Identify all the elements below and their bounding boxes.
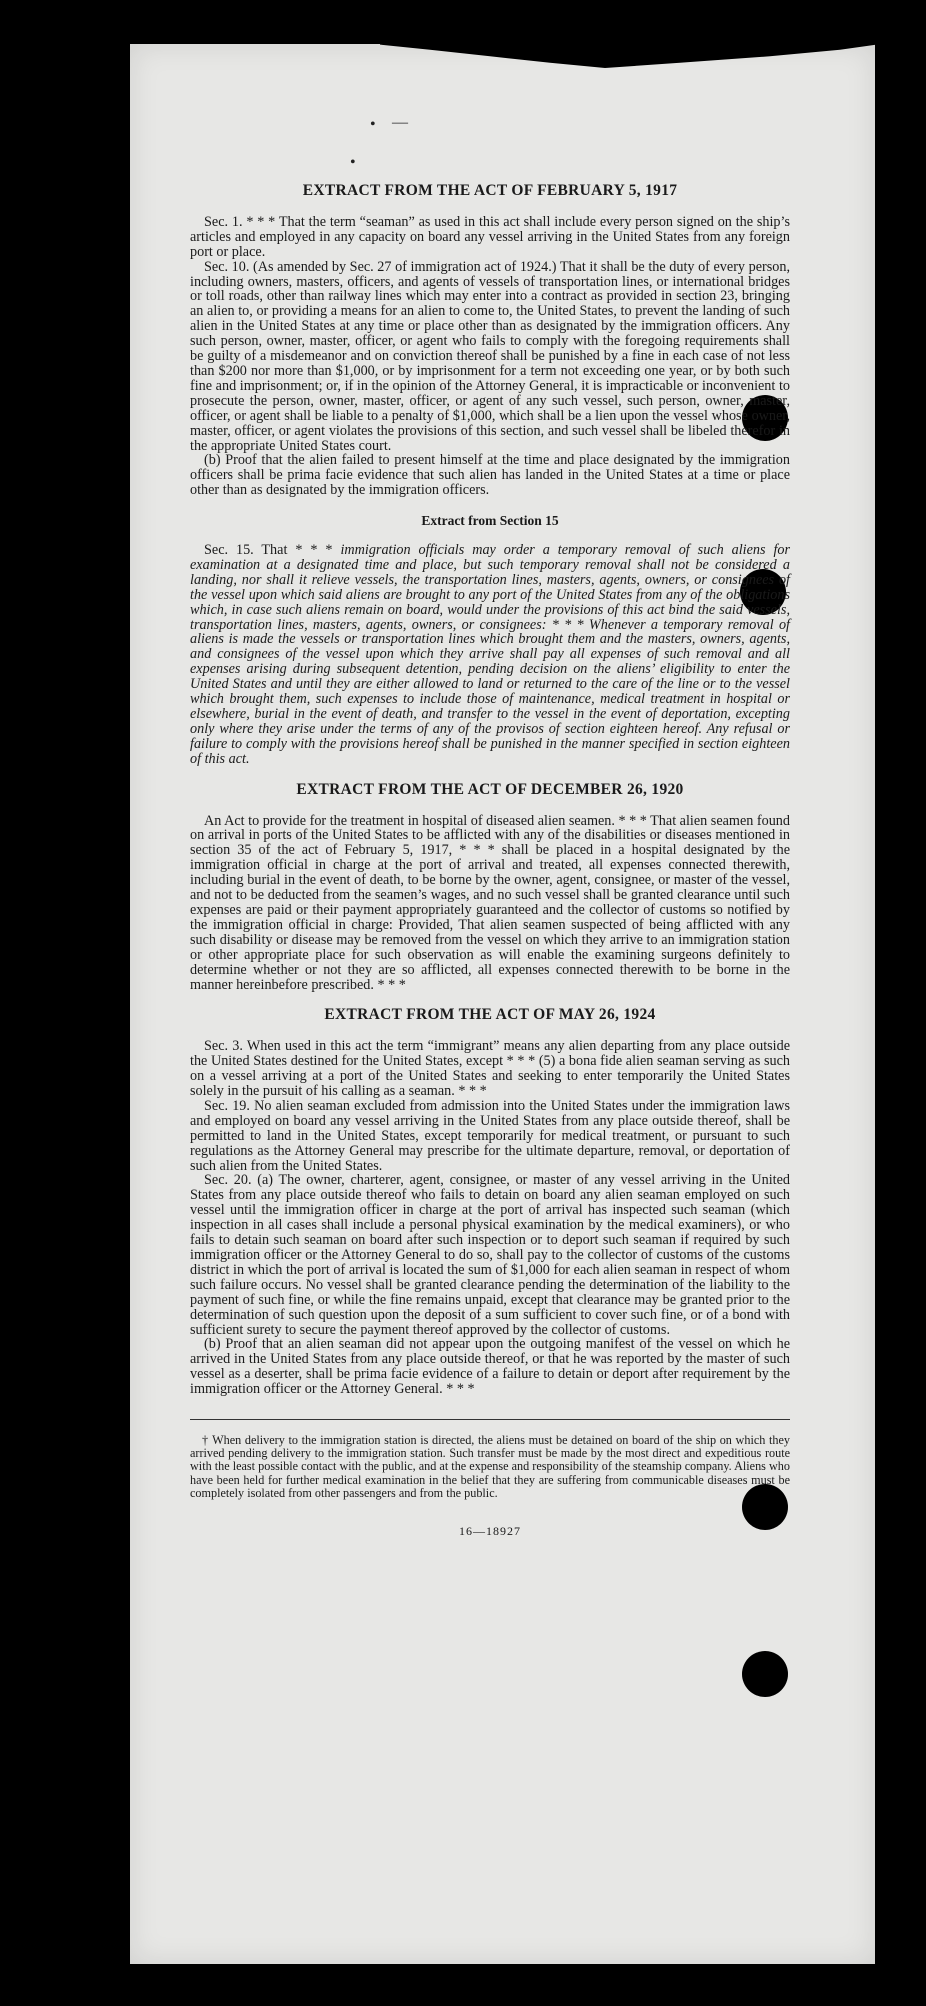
ink-mark: • [350, 154, 356, 171]
section-1: Sec. 1. * * * That the term “seaman” as used in this act shall include every person signed on the ship’s articles and employed in any capacity on board any vessel arriving in the United States from any foreign port or place. [190, 213, 790, 260]
page-code: 16—18927 [459, 1524, 521, 1539]
ink-mark: — [392, 114, 408, 131]
heading-act-1917: EXTRACT FROM THE ACT OF FEBRUARY 5, 1917 [302, 182, 678, 199]
top-marks [130, 44, 875, 171]
section-15-text: immigration officials may order a temporary removal of such aliens for examination at a designated time and place, but such temporary removal shall not be considered a landing, nor shall it relieve vessels, the transportation lines, masters, agents, owners, or consignees of the vessel upon which said aliens are brought to any port of the United States from any of the obligations which, in case such aliens remain on board, would under the provisions of this act bind the said vessels, transportation lines, masters, agents, owners, or consignees: * * * Whenever a temporary removal of aliens is made the vessels or transportation lines which brought them and the masters, owners, agents, and consignees of the vessel upon which they arrive shall pay all expenses of such removal and all expenses arising during subsequent detention, pending decision on the aliens’ eligibility to enter the United States and until they are either allowed to land or returned to the care of the line or to the vessel which brought them, such expenses to include those of maintenance, medical treatment in hospital or elsewhere, burial in the event of death, and transfer to the vessel in the event of deportation, excepting only where they arise under the terms of any of the provisos of section eighteen hereof. Any refusal or failure to comply with the provisions hereof shall be punished in the manner specified in section eighteen of this act. [190, 542, 791, 767]
document-page [130, 44, 875, 1964]
footnote-block [190, 1434, 790, 1500]
ink-mark: • [370, 116, 376, 133]
document-body [190, 184, 790, 1539]
divider [190, 1419, 790, 1420]
section-20-a: Sec. 20. (a) The owner, charterer, agent, consignee, or master of any vessel arriving in the United States from any place outside thereof who fails to detain on board any alien seaman employed on such vessel until the immigration officer in charge at the port of arrival has inspected such seaman (which inspection in all cases shall include a personal physical examination by the medical examiners), or who fails to detain such seaman on board after such inspection or to deport such seaman if required by such immigration officer or the Attorney General to do so, shall pay to the collector of customs of the customs district in which the port of arrival is located the sum of $1,000 for each alien seaman in respect of whom such failure occurs. No vessel shall be granted clearance pending the determination of the liability to the payment of such fine, or while the fine remains unpaid, except that clearance may be granted prior to the determination of such question upon the deposit of a sum sufficient to cover such fine, or of a bond with sufficient surety to secure the payment thereof approved by the collector of customs. [190, 1172, 790, 1338]
section-15-lead: Sec. 15. That * * * [204, 542, 333, 559]
heading-act-1920: EXTRACT FROM THE ACT OF DECEMBER 26, 1920 [296, 780, 684, 798]
section-10: Sec. 10. (As amended by Sec. 27 of immigration act of 1924.) That it shall be the duty of every person, including owners, masters, officers, and agents of vessels of transportation lines, or international bridges or toll roads, other than railway lines which may enter into a contract as provided in section 23, bringing an alien to, or providing a means for an alien to come to, the United States, to prevent the landing of such alien in the United States at any time or place other than as designated by the immigration officers. Any such person, owner, master, officer, or agent who fails to comply with the foregoing requirements shall be guilty of a misdemeanor and on conviction thereof shall be punished by a fine in each case of not less than $200 nor more than $1,000, or by imprisonment for a term not exceeding one year, or by both such fine and imprisonment; or, if in the opinion of the Attorney General, it is impracticable or inconvenient to prosecute the person, owner, master, officer, or agent of any such vessel, such person, owner, master, officer, or agent shall be liable to a penalty of $1,000, which shall be a lien upon the vessel whose owner, master, officer, or agent violates the provisions of this section, and such vessel shall be libeled therefor in the appropriate United States court. [190, 258, 790, 454]
section-15 [190, 543, 790, 767]
footnote: † When delivery to the immigration station is directed, the aliens must be detained on board of the ship on which they arrived pending delivery to the immigration station. Such transfer must be made by the most direct and expeditious route with the least possible contact with the public, and at the expense and responsibility of the steamship company. Aliens who have been held for further medical examination in the belief that they are suffering from communicable diseases must be completely isolated from other passengers and from the public. [190, 1433, 790, 1500]
section-3: Sec. 3. When used in this act the term “immigrant” means any alien departing from any place outside the United States destined for the United States, except * * * (5) a bona fide alien seaman serving as such on a vessel arriving at a port of the United States and seeking to enter temporarily the United States solely in the pursuit of his calling as a seaman. * * * [190, 1038, 790, 1100]
heading-act-1924: EXTRACT FROM THE ACT OF MAY 26, 1924 [324, 1006, 656, 1024]
heading-section-15: Extract from Section 15 [421, 513, 559, 529]
punch-hole [742, 1651, 788, 1697]
section-20-b: (b) Proof that an alien seaman did not appear upon the outgoing manifest of the vessel on which he arrived in the United States from any place outside thereof, or that he was reported by the master of such vessel as a deserter, shall be prima facie evidence of a failure to detain or deport after requirement by the immigration officer or the Attorney General. * * * [190, 1336, 790, 1398]
section-19: Sec. 19. No alien seaman excluded from admission into the United States under the immigration laws and employed on board any vessel arriving in the United States from any place outside thereof, shall be permitted to land in the United States, except temporarily for medical treatment, or pursuant to such regulations as the Attorney General may prescribe for the ultimate departure, removal, or deportation of such alien from the United States. [190, 1097, 790, 1174]
section-10-b: (b) Proof that the alien failed to present himself at the time and place designated by the immigration officers shall be prima facie evidence that such alien has landed in the United States at a time or place other than as designated by the immigration officers. [190, 452, 790, 499]
act-1920-text: An Act to provide for the treatment in hospital of diseased alien seamen. * * * That alien seamen found on arrival in ports of the United States to be afflicted with any of the disabilities or diseases mentioned in section 35 of the act of February 5, 1917, * * * shall be placed in a hospital designated by the immigration official in charge at the port of arrival and treated, all expenses connected therewith, including burial in the event of death, to be borne by the owner, agent, consignee, or master of the vessel, and not to be deducted from the seamen’s wages, and no such vessel shall be granted clearance until such expenses are paid or their payment appropriately guaranteed and the collector of customs so notified by the immigration official in charge: Provided, That alien seamen suspected of being afflicted with any such disability or disease may be removed from the vessel on which they arrive to an immigration station or other appropriate place for such observation as will enable the examining surgeons definitely to determine whether or not they are so afflicted, all expenses connected therewith to be borne in the manner hereinbefore prescribed. * * * [190, 812, 790, 993]
